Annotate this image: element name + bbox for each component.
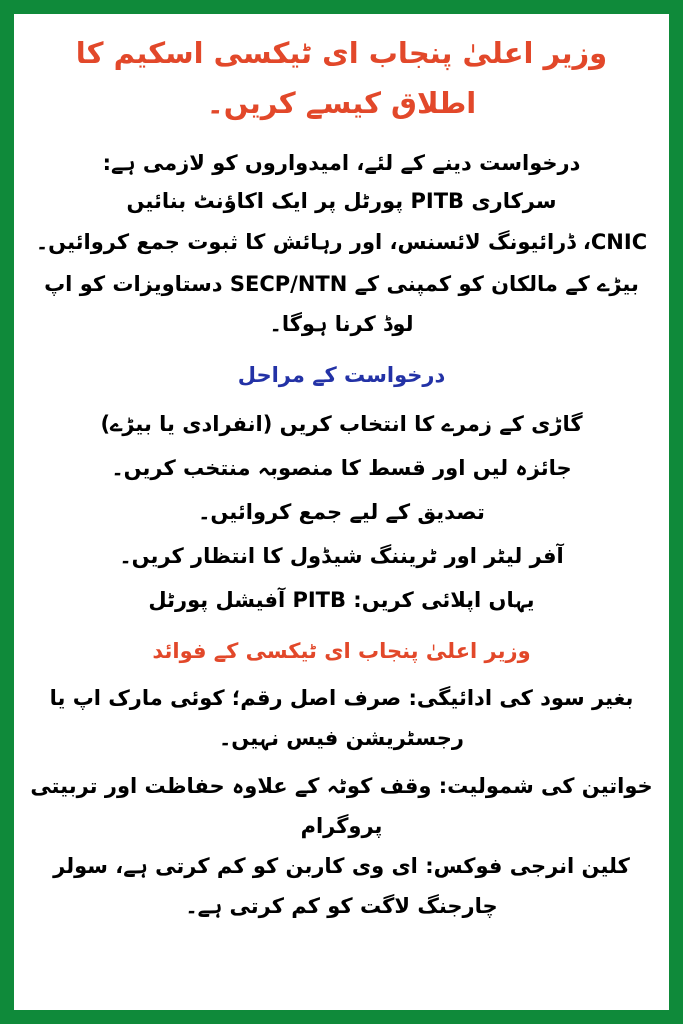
benefit-item: کلین انرجی فوکس: ای وی کاربن کو کم کرتی ہے، سولر چارجنگ لاگت کو کم کرتی ہے۔: [53, 854, 630, 918]
step-item: گاڑی کے زمرے کا انتخاب کریں (انفرادی یا بیڑے): [100, 412, 583, 436]
benefit-item: خواتین کی شمولیت: وقف کوٹہ کے علاوہ حفاظت اور تربیتی پروگرام: [30, 774, 653, 838]
requirements-section: [30, 144, 653, 344]
benefit-item: بغیر سود کی ادائیگی: صرف اصل رقم؛ کوئی مارک اپ یا رجسٹریشن فیس نہیں۔: [49, 686, 634, 750]
steps-heading: درخواست کے مراحل: [237, 363, 446, 387]
requirement-item: سرکاری PITB پورٹل پر ایک اکاؤنٹ بنائیں: [126, 189, 557, 213]
benefits-heading: وزیر اعلیٰ پنجاب ای ٹیکسی کے فوائد: [152, 639, 531, 663]
article: [30, 28, 653, 934]
page-title: وزیر اعلیٰ پنجاب ای ٹیکسی اسکیم کا اطلاق کیسے کریں۔: [75, 36, 608, 120]
steps-section: [30, 352, 653, 622]
benefits-section: [30, 628, 653, 926]
step-item: تصدیق کے لیے جمع کروائیں۔: [198, 500, 485, 524]
step-item: آفر لیٹر اور ٹریننگ شیڈول کا انتظار کریں۔: [119, 544, 564, 568]
step-item: جائزہ لیں اور قسط کا منصوبہ منتخب کریں۔: [111, 456, 572, 480]
requirement-item: بیڑے کے مالکان کو کمپنی کے SECP/NTN دستاویزات کو اپ لوڈ کرنا ہوگا۔: [44, 272, 639, 336]
step-item: یہاں اپلائی کریں: PITB آفیشل پورٹل: [148, 588, 535, 612]
requirement-item: CNIC، ڈرائیونگ لائسنس، اور رہائش کا ثبوت جمع کروائیں۔: [35, 230, 648, 254]
requirements-intro: درخواست دینے کے لئے، امیدواروں کو لازمی ہے:: [102, 151, 581, 175]
